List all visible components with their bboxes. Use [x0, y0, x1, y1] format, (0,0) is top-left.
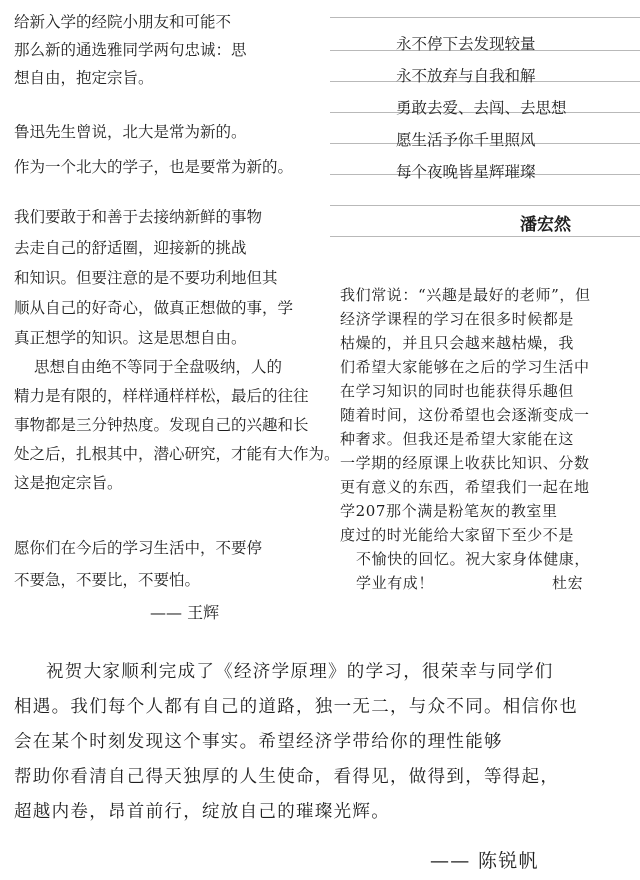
- note-line: 经济学课程的学习在很多时候都是: [340, 310, 575, 328]
- poem-line: 每个夜晚皆星辉璀璨: [396, 163, 536, 181]
- note-line: 顺从自己的好奇心，做真正想做的事，学: [14, 299, 294, 317]
- poem-line: 勇敢去爱、去闯、去思想: [396, 99, 567, 117]
- note-line: 一学期的经原课上收获比知识、分数: [340, 454, 590, 472]
- note-line: 去走自己的舒适圈，迎接新的挑战: [14, 239, 247, 257]
- note-line: 在学习知识的同时也能获得乐趣但: [340, 382, 575, 400]
- note-line: 鲁迅先生曾说，北大是常为新的。: [14, 123, 247, 141]
- note-line: 学业有成！: [356, 574, 435, 592]
- poem-line: 永不放弃与自我和解: [396, 67, 536, 85]
- signature: 潘宏然: [520, 215, 571, 235]
- note-line: 和知识。但要注意的是不要功利地但其: [14, 269, 278, 287]
- note-line: 我们常说：“兴趣是最好的老师”，但: [340, 286, 591, 304]
- note-line: 种奢求。但我还是希望大家能在这: [340, 430, 575, 448]
- note-line: 不愉快的回忆。祝大家身体健康，: [356, 550, 591, 568]
- note-line: 想自由，抱定宗旨。: [14, 69, 154, 87]
- signature: 杜宏: [552, 574, 584, 592]
- note-welcome: [0, 0, 340, 640]
- note-congratulations: [0, 640, 640, 880]
- note-line: 真正想学的知识。这是思想自由。: [14, 329, 247, 347]
- note-line: 处之后，扎根其中，潜心研究，才能有大作为。: [14, 445, 340, 463]
- note-line: 更有意义的东西，希望我们一起在地: [340, 478, 590, 496]
- note-line: 这是抱定宗旨。: [14, 474, 123, 492]
- poem-line: 愿生活予你千里照风: [396, 131, 536, 149]
- note-line: 相遇。我们每个人都有自己的道路，独一无二，与众不同。相信你也: [14, 697, 578, 717]
- note-line: 超越内卷，昂首前行，绽放自己的璀璨光辉。: [14, 802, 390, 822]
- note-line: 思想自由绝不等同于全盘吸纳，人的: [34, 358, 283, 376]
- note-poem: [330, 0, 640, 250]
- signature: —— 陈锐帆: [430, 850, 539, 872]
- note-line: 祝贺大家顺利完成了《经济学原理》的学习，很荣幸与同学们: [46, 662, 554, 682]
- signature: —— 王辉: [150, 603, 220, 622]
- note-line: 给新入学的经院小朋友和可能不: [14, 13, 232, 31]
- note-line: 作为一个北大的学子，也是要常为新的。: [14, 158, 294, 176]
- note-line: 学207那个满是粉笔灰的教室里: [340, 502, 558, 520]
- note-line: 我们要敢于和善于去接纳新鲜的事物: [14, 208, 263, 226]
- note-line: 随着时间，这份希望也会逐渐变成一: [340, 406, 590, 424]
- note-line: 不要急，不要比，不要怕。: [14, 571, 201, 589]
- poem-line: 永不停下去发现较量: [396, 35, 536, 53]
- note-line: 枯燥的，并且只会越来越枯燥，我: [340, 334, 575, 352]
- note-line: 度过的时光能给大家留下至少不是: [340, 526, 575, 544]
- note-line: 愿你们在今后的学习生活中，不要停: [14, 539, 263, 557]
- note-interest: [330, 278, 634, 614]
- note-line: 帮助你看清自己得天独厚的人生使命，看得见，做得到，等得起，: [14, 767, 560, 787]
- note-line: 那么新的通选雅同学两句忠诚：思: [14, 41, 247, 59]
- note-line: 会在某个时刻发现这个事实。希望经济学带给你的理性能够: [14, 732, 503, 752]
- note-line: 事物都是三分钟热度。发现自己的兴趣和长: [14, 416, 309, 434]
- note-line: 精力是有限的，样样通样样松，最后的往往: [14, 387, 309, 405]
- note-line: 们希望大家能够在之后的学习生活中: [340, 358, 590, 376]
